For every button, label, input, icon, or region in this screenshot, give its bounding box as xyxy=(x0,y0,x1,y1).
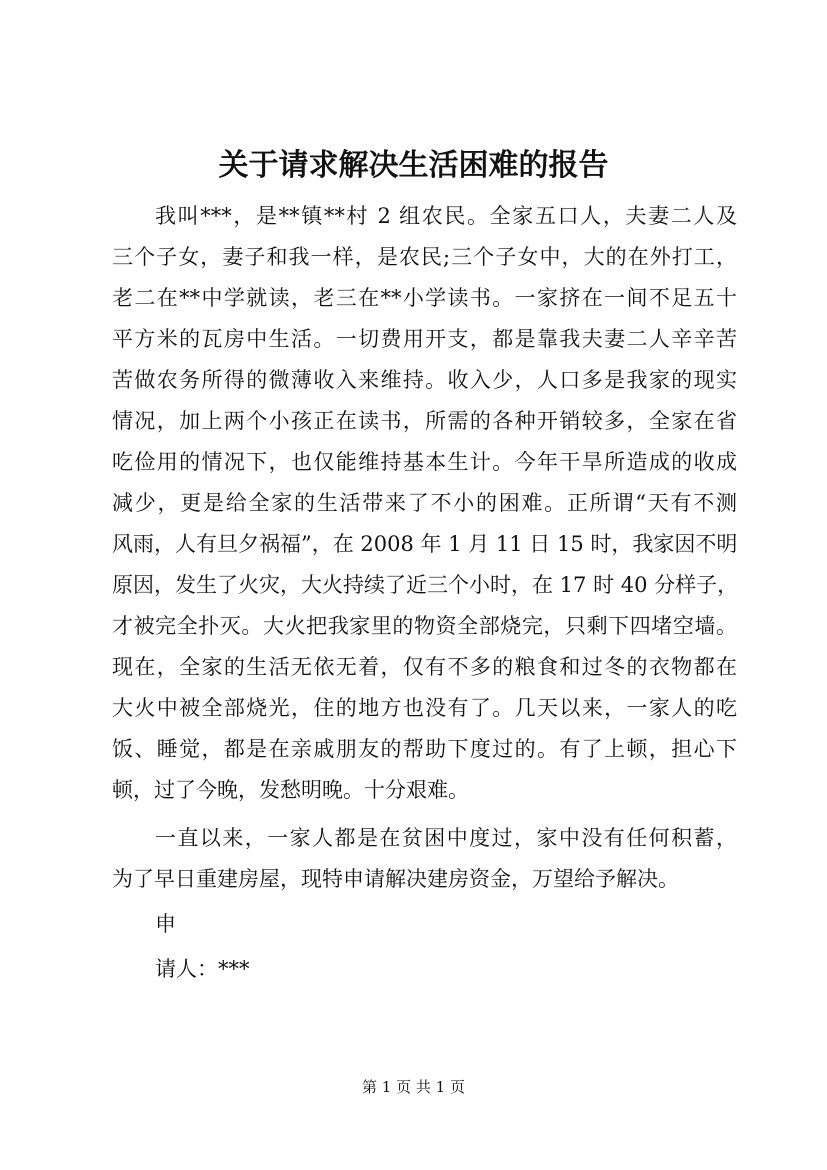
paragraph1-line: 饭、睡觉，都是在亲戚朋友的帮助下度过的。有了上顿，担心下 xyxy=(112,737,737,761)
paragraph1-line: 风雨，人有旦夕祸福”，在 2008 年 1 月 11 日 15 时，我家因不明 xyxy=(112,532,738,556)
paragraph1-line: 顿，过了今晚，发愁明晚。十分艰难。 xyxy=(112,778,469,802)
paragraph1-line: 老二在**中学就读，老三在**小学读书。一家挤在一间不足五十 xyxy=(112,286,737,310)
paragraph1-line: 才被完全扑灭。大火把我家里的物资全部烧完，只剩下四堵空墙。 xyxy=(112,614,737,638)
paragraph2-line: 为了早日重建房屋，现特申请解决建房资金，万望给予解决。 xyxy=(112,867,679,891)
paragraph1-line: 减少，更是给全家的生活带来了不小的困难。正所谓“天有不测 xyxy=(112,491,737,515)
paragraph1-line: 平方米的瓦房中生活。一切费用开支，都是靠我夫妻二人辛辛苦 xyxy=(112,327,737,351)
paragraph1-line: 现在，全家的生活无依无着，仅有不多的粮食和过冬的衣物都在 xyxy=(112,655,737,679)
signature-line: 申 xyxy=(155,912,176,936)
paragraph1-line: 我叫***，是**镇**村 2 组农民。全家五口人，夫妻二人及 xyxy=(155,204,737,228)
paragraph1-line: 原因，发生了火灾，大火持续了近三个小时，在 17 时 40 分样子， xyxy=(112,573,739,597)
paragraph1-line: 三个子女，妻子和我一样，是农民;三个子女中，大的在外打工， xyxy=(112,245,737,269)
paragraph1-line: 苦做农务所得的微薄收入来维持。收入少，人口多是我家的现实 xyxy=(112,368,737,392)
paragraph2-line: 一直以来，一家人都是在贫困中度过，家中没有任何积蓄， xyxy=(155,826,737,850)
paragraph1-line: 大火中被全部烧光，住的地方也没有了。几天以来，一家人的吃 xyxy=(112,696,737,720)
document-title: 关于请求解决生活困难的报告 xyxy=(218,148,609,183)
page-number: 第 1 页 共 1 页 xyxy=(362,1078,465,1096)
paragraph1-line: 吃俭用的情况下，也仅能维持基本生计。今年干旱所造成的收成 xyxy=(112,450,737,474)
paragraph1-line: 情况，加上两个小孩正在读书，所需的各种开销较多，全家在省 xyxy=(112,409,737,433)
signature-line: 请人：*** xyxy=(155,957,250,981)
